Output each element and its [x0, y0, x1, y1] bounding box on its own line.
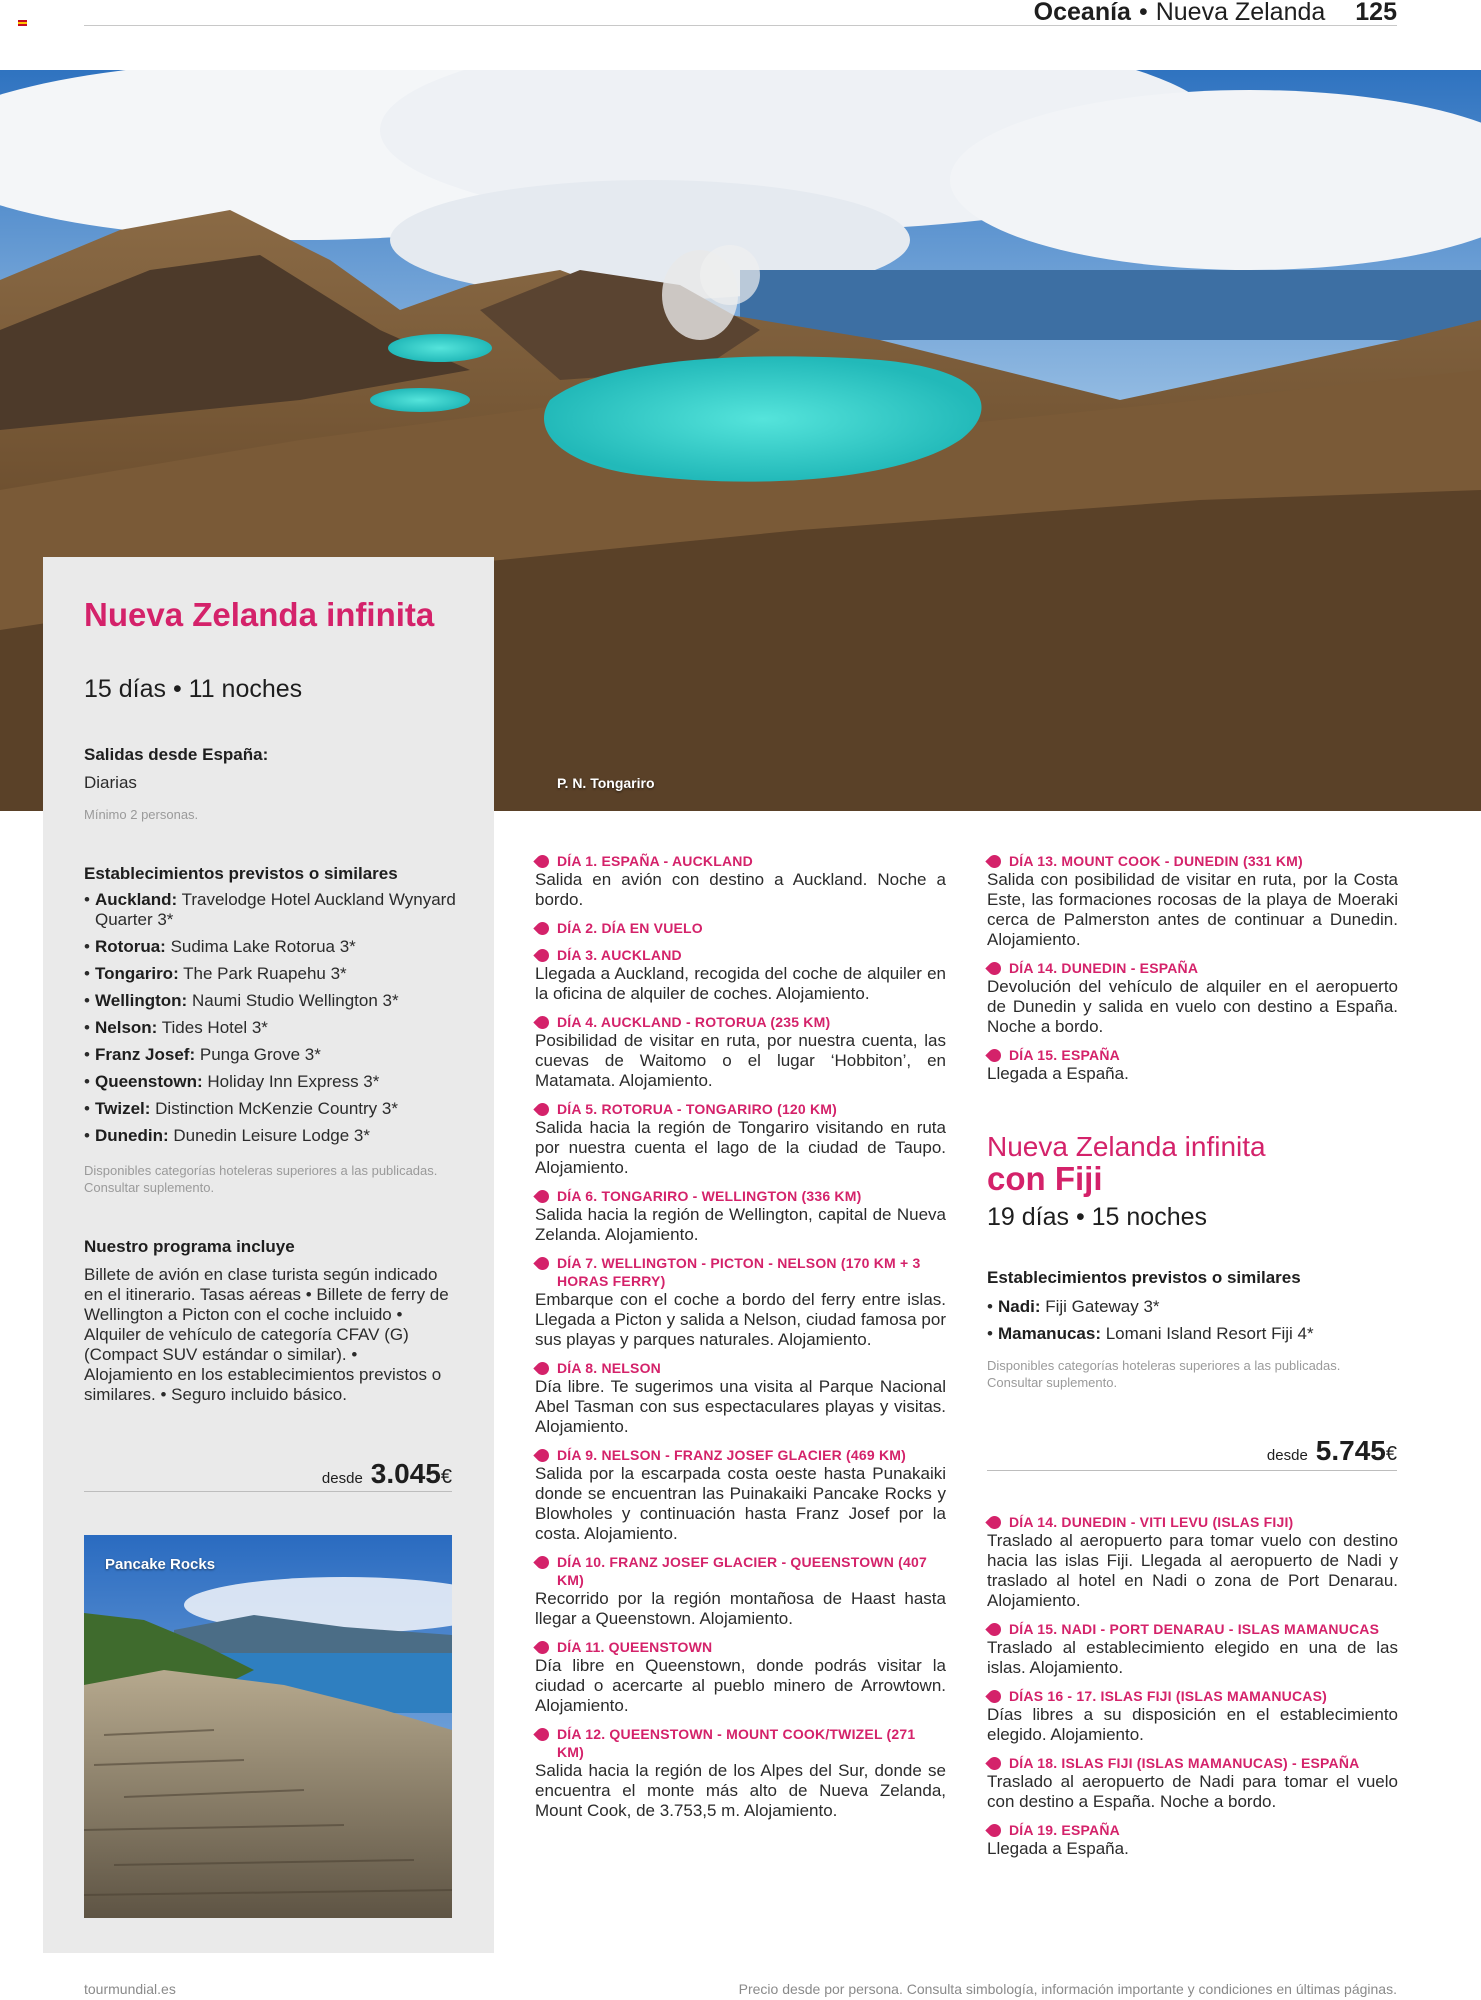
hotels-label: Establecimientos previstos o similares	[84, 864, 398, 883]
day-text: Llegada a España.	[987, 1064, 1129, 1083]
day-title: DÍA 19. ESPAÑA	[1009, 1822, 1120, 1838]
price-currency: €	[440, 1466, 452, 1488]
day-heading	[535, 852, 946, 870]
hotel-name: Distinction McKenzie Country 3*	[155, 1099, 398, 1118]
trip-title: Nueva Zelanda infinita	[84, 596, 435, 633]
day-heading	[987, 1754, 1398, 1772]
day-text: Salida por la escarpada costa oeste hasta Punakaiki donde se encuentran las Puinakaiki Pancake Rocks y Blowholes y continuación hasta Franz Josef por la costa. Alojamiento.	[535, 1464, 946, 1543]
list-item	[987, 1297, 1397, 1317]
itinerary-day	[535, 1359, 946, 1437]
day-heading	[987, 1687, 1398, 1705]
location-pin-icon	[985, 1620, 1003, 1638]
day-text: Posibilidad de visitar en ruta, por nuestra cuenta, las cuevas de Waitomo o el lugar ‘Hobbiton’, en Matamata. Alojamiento.	[535, 1031, 946, 1090]
day-title: DÍAS 16 - 17. ISLAS FIJI (ISLAS MAMANUCAS)	[1009, 1688, 1327, 1704]
day-heading	[535, 1187, 946, 1205]
departures-value: Diarias	[84, 773, 137, 792]
location-pin-icon	[985, 1687, 1003, 1705]
list-item	[84, 1099, 464, 1119]
day-heading	[535, 1013, 946, 1031]
list-item	[84, 1072, 464, 1092]
day-title: DÍA 3. AUCKLAND	[557, 947, 682, 963]
location-pin-icon	[533, 1359, 551, 1377]
list-item	[84, 890, 464, 930]
day-text: Día libre. Te sugerimos una visita al Parque Nacional Abel Tasman con sus espectaculares playas y visitas. Alojamiento.	[535, 1377, 946, 1436]
hotel-city: Mamanucas:	[998, 1324, 1101, 1343]
day-heading	[987, 852, 1398, 870]
day-title: DÍA 12. QUEENSTOWN - MOUNT COOK/TWIZEL (271 KM)	[557, 1726, 916, 1760]
day-heading	[535, 1638, 946, 1656]
day-text: Salida hacia la región de los Alpes del Sur, donde se encuentra el monte más alto de Nueva Zelanda, Mount Cook, de 3.753,5 m. Alojamiento.	[535, 1761, 946, 1820]
header-separator: •	[1138, 0, 1148, 26]
hotel-city: Nelson:	[95, 1018, 158, 1037]
list-item	[84, 964, 464, 984]
day-heading	[535, 919, 946, 937]
itinerary-day	[535, 919, 946, 937]
fiji-hotels-label: Establecimientos previstos o similares	[987, 1268, 1301, 1287]
day-title: DÍA 15. ESPAÑA	[1009, 1047, 1120, 1063]
location-pin-icon	[985, 852, 1003, 870]
hotels-note: Disponibles categorías hoteleras superiores a las publicadas. Consultar suplemento.	[84, 1163, 438, 1195]
price-currency: €	[1385, 1443, 1397, 1465]
day-title: DÍA 14. DUNEDIN - ESPAÑA	[1009, 960, 1199, 976]
footer-website[interactable]: tourmundial.es	[84, 1981, 176, 1997]
day-heading	[535, 1100, 946, 1118]
day-title: DÍA 11. QUEENSTOWN	[557, 1639, 713, 1655]
day-text: Llegada a Auckland, recogida del coche de alquiler en la oficina de alquiler de coches. Alojamiento.	[535, 964, 946, 1003]
day-text: Días libres a su disposición en el establecimiento elegido. Alojamiento.	[987, 1705, 1398, 1744]
itinerary-day	[535, 852, 946, 910]
price-value: 5.745	[1315, 1435, 1386, 1466]
day-title: DÍA 4. AUCKLAND - ROTORUA (235 KM)	[557, 1014, 831, 1030]
hotel-city: Queenstown:	[95, 1072, 203, 1091]
itinerary-day	[535, 1725, 946, 1821]
hotel-name: Lomani Island Resort Fiji 4*	[1105, 1324, 1314, 1343]
location-pin-icon	[533, 1638, 551, 1656]
location-pin-icon	[985, 1754, 1003, 1772]
day-heading	[535, 1553, 946, 1589]
itinerary-day	[987, 1754, 1398, 1812]
day-title: DÍA 2. DÍA EN VUELO	[557, 920, 703, 936]
hotel-name: Sudima Lake Rotorua 3*	[170, 937, 356, 956]
day-heading	[535, 1254, 946, 1290]
list-item	[84, 937, 464, 957]
day-text: Salida hacia la región de Tongariro visitando en ruta por nuestra cuenta el lago de la ciudad de Taupo. Alojamiento.	[535, 1118, 946, 1177]
header-country: Nueva Zelanda	[1155, 0, 1326, 26]
day-text: Día libre en Queenstown, donde podrás visitar la ciudad o acercarte al pueblo minero de Arrowtown. Alojamiento.	[535, 1656, 946, 1715]
list-item	[987, 1324, 1397, 1344]
page-number: 125	[1355, 0, 1397, 26]
itinerary-day	[987, 852, 1398, 950]
itinerary-day	[987, 1513, 1398, 1611]
day-heading	[987, 1620, 1398, 1638]
fiji-hotels-list	[987, 1297, 1397, 1351]
day-title: DÍA 5. ROTORUA - TONGARIRO (120 KM)	[557, 1101, 838, 1117]
day-heading	[535, 1725, 946, 1761]
day-heading	[987, 1046, 1398, 1064]
day-title: DÍA 1. ESPAÑA - AUCKLAND	[557, 853, 753, 869]
day-title: DÍA 10. FRANZ JOSEF GLACIER - QUEENSTOWN (407 KM)	[557, 1554, 927, 1588]
day-text: Salida hacia la región de Wellington, capital de Nueva Zelanda. Alojamiento.	[535, 1205, 946, 1244]
fiji-duration: 19 días • 15 noches	[987, 1203, 1208, 1231]
list-item	[84, 1126, 464, 1146]
hotel-name: Naumi Studio Wellington 3*	[191, 991, 399, 1010]
day-text: Salida en avión con destino a Auckland. Noche a bordo.	[535, 870, 946, 909]
hotel-name: Travelodge Hotel Auckland Wynyard Quarter 3*	[95, 890, 456, 929]
itinerary-day	[535, 1553, 946, 1629]
location-pin-icon	[533, 946, 551, 964]
departures-label: Salidas desde España:	[84, 745, 269, 764]
header-continent: Oceanía	[1033, 0, 1131, 26]
hero-caption: P. N. Tongariro	[557, 775, 655, 791]
day-heading	[987, 1513, 1398, 1531]
location-pin-icon	[985, 959, 1003, 977]
day-title: DÍA 6. TONGARIRO - WELLINGTON (336 KM)	[557, 1188, 862, 1204]
hotel-city: Wellington:	[95, 991, 188, 1010]
location-pin-icon	[533, 919, 551, 937]
location-pin-icon	[533, 1446, 551, 1464]
itinerary-day	[987, 959, 1398, 1037]
itinerary-day	[535, 1100, 946, 1178]
day-title: DÍA 14. DUNEDIN - VITI LEVU (ISLAS FIJI)	[1009, 1514, 1294, 1530]
location-pin-icon	[533, 1725, 551, 1743]
day-text: Recorrido por la región montañosa de Haast hasta llegar a Queenstown. Alojamiento.	[535, 1589, 946, 1628]
day-heading	[987, 959, 1398, 977]
itinerary-day	[535, 1013, 946, 1091]
day-title: DÍA 13. MOUNT COOK - DUNEDIN (331 KM)	[1009, 853, 1303, 869]
day-text: Devolución del vehículo de alquiler en el aeropuerto de Dunedin y salida en vuelo con destino a España. Noche a bordo.	[987, 977, 1398, 1036]
list-item	[84, 1018, 464, 1038]
location-pin-icon	[985, 1821, 1003, 1839]
hotel-city: Dunedin:	[95, 1126, 169, 1145]
day-heading	[987, 1821, 1398, 1839]
itinerary-day	[987, 1046, 1398, 1084]
day-title: DÍA 9. NELSON - FRANZ JOSEF GLACIER (469 KM)	[557, 1447, 906, 1463]
trip-duration: 15 días • 11 noches	[84, 675, 303, 703]
spain-flag-icon	[18, 20, 27, 26]
itinerary-day	[535, 1446, 946, 1544]
day-text: Llegada a España.	[987, 1839, 1129, 1858]
hotel-city: Tongariro:	[95, 964, 179, 983]
fiji-title-line2: con Fiji	[987, 1160, 1103, 1197]
hotel-city: Nadi:	[998, 1297, 1041, 1316]
location-pin-icon	[533, 1013, 551, 1031]
hotel-name: Punga Grove 3*	[199, 1045, 321, 1064]
photo-pancake-rocks	[84, 1535, 452, 1918]
day-title: DÍA 18. ISLAS FIJI (ISLAS MAMANUCAS) - ESPAÑA	[1009, 1755, 1360, 1771]
min-people-note: Mínimo 2 personas.	[84, 807, 199, 822]
photo-caption: Pancake Rocks	[105, 1556, 216, 1573]
day-title: DÍA 15. NADI - PORT DENARAU - ISLAS MAMANUCAS	[1009, 1621, 1380, 1637]
itinerary-column-2	[987, 852, 1398, 1093]
hotel-city: Auckland:	[95, 890, 178, 909]
fiji-price-box	[987, 1435, 1397, 1471]
location-pin-icon	[533, 852, 551, 870]
itinerary-day	[987, 1687, 1398, 1745]
day-text: Embarque con el coche a bordo del ferry entre islas. Llegada a Picton y salida a Nelson, ciudad famosa por sus playas y parques naturales. Alojamiento.	[535, 1290, 946, 1349]
includes-text: Billete de avión en clase turista según indicado en el itinerario. Tasas aéreas • Billete de ferry de Wellington a Picton con el coche incluido • Alquiler de vehículo de categoría CFAV (G) (Compact SUV estándar o similar). • Alojamiento en los establecimientos previstos o similares. • Seguro incluido básico.	[84, 1265, 449, 1404]
price-from-label: desde	[321, 1470, 363, 1487]
day-title: DÍA 8. NELSON	[557, 1360, 661, 1376]
hotel-name: Tides Hotel 3*	[161, 1018, 268, 1037]
itinerary-day	[535, 946, 946, 1004]
price-from-label: desde	[1266, 1447, 1308, 1464]
list-item	[84, 991, 464, 1011]
page-header	[1034, 0, 1397, 24]
day-text: Traslado al aeropuerto para tomar vuelo con destino hacia las islas Fiji. Llegada al aeropuerto de Nadi y traslado al hotel en Nadi o zona de Port Denarau. Alojamiento.	[987, 1531, 1398, 1610]
day-heading	[535, 946, 946, 964]
location-pin-icon	[533, 1100, 551, 1118]
day-text: Traslado al establecimiento elegido en una de las islas. Alojamiento.	[987, 1638, 1398, 1677]
itinerary-day	[987, 1620, 1398, 1678]
day-title: DÍA 7. WELLINGTON - PICTON - NELSON (170 KM + 3 HORAS FERRY)	[557, 1255, 921, 1289]
hotel-name: Fiji Gateway 3*	[1045, 1297, 1160, 1316]
hotel-name: Holiday Inn Express 3*	[207, 1072, 380, 1091]
price-value: 3.045	[370, 1458, 441, 1489]
hotel-city: Rotorua:	[95, 937, 166, 956]
itinerary-column-1	[535, 852, 946, 1830]
itinerary-day	[535, 1638, 946, 1716]
hotels-list	[84, 890, 464, 1153]
itinerary-day	[987, 1821, 1398, 1859]
fiji-title-line1: Nueva Zelanda infinita	[987, 1131, 1266, 1162]
day-text: Traslado al aeropuerto de Nadi para tomar el vuelo con destino a España. Noche a bordo.	[987, 1772, 1398, 1811]
fiji-itinerary	[987, 1513, 1398, 1868]
itinerary-day	[535, 1187, 946, 1245]
location-pin-icon	[533, 1187, 551, 1205]
price-box	[84, 1458, 452, 1492]
hotel-city: Twizel:	[95, 1099, 151, 1118]
day-heading	[535, 1446, 946, 1464]
fiji-hotels-note: Disponibles categorías hoteleras superiores a las publicadas. Consultar suplemento.	[987, 1358, 1341, 1390]
itinerary-day	[535, 1254, 946, 1350]
day-heading	[535, 1359, 946, 1377]
hotel-city: Franz Josef:	[95, 1045, 196, 1064]
location-pin-icon	[533, 1254, 551, 1272]
location-pin-icon	[985, 1513, 1003, 1531]
location-pin-icon	[985, 1046, 1003, 1064]
footer-disclaimer: Precio desde por persona. Consulta simbología, información importante y condiciones en últimas páginas.	[738, 1981, 1397, 1997]
hotel-name: Dunedin Leisure Lodge 3*	[173, 1126, 370, 1145]
includes-label: Nuestro programa incluye	[84, 1237, 295, 1256]
list-item	[84, 1045, 464, 1065]
location-pin-icon	[533, 1553, 551, 1571]
hotel-name: The Park Ruapehu 3*	[183, 964, 347, 983]
day-text: Salida con posibilidad de visitar en ruta, por la Costa Este, las formaciones rocosas de la playa de Moeraki cerca de Palmerston antes de continuar a Dunedin. Alojamiento.	[987, 870, 1398, 949]
